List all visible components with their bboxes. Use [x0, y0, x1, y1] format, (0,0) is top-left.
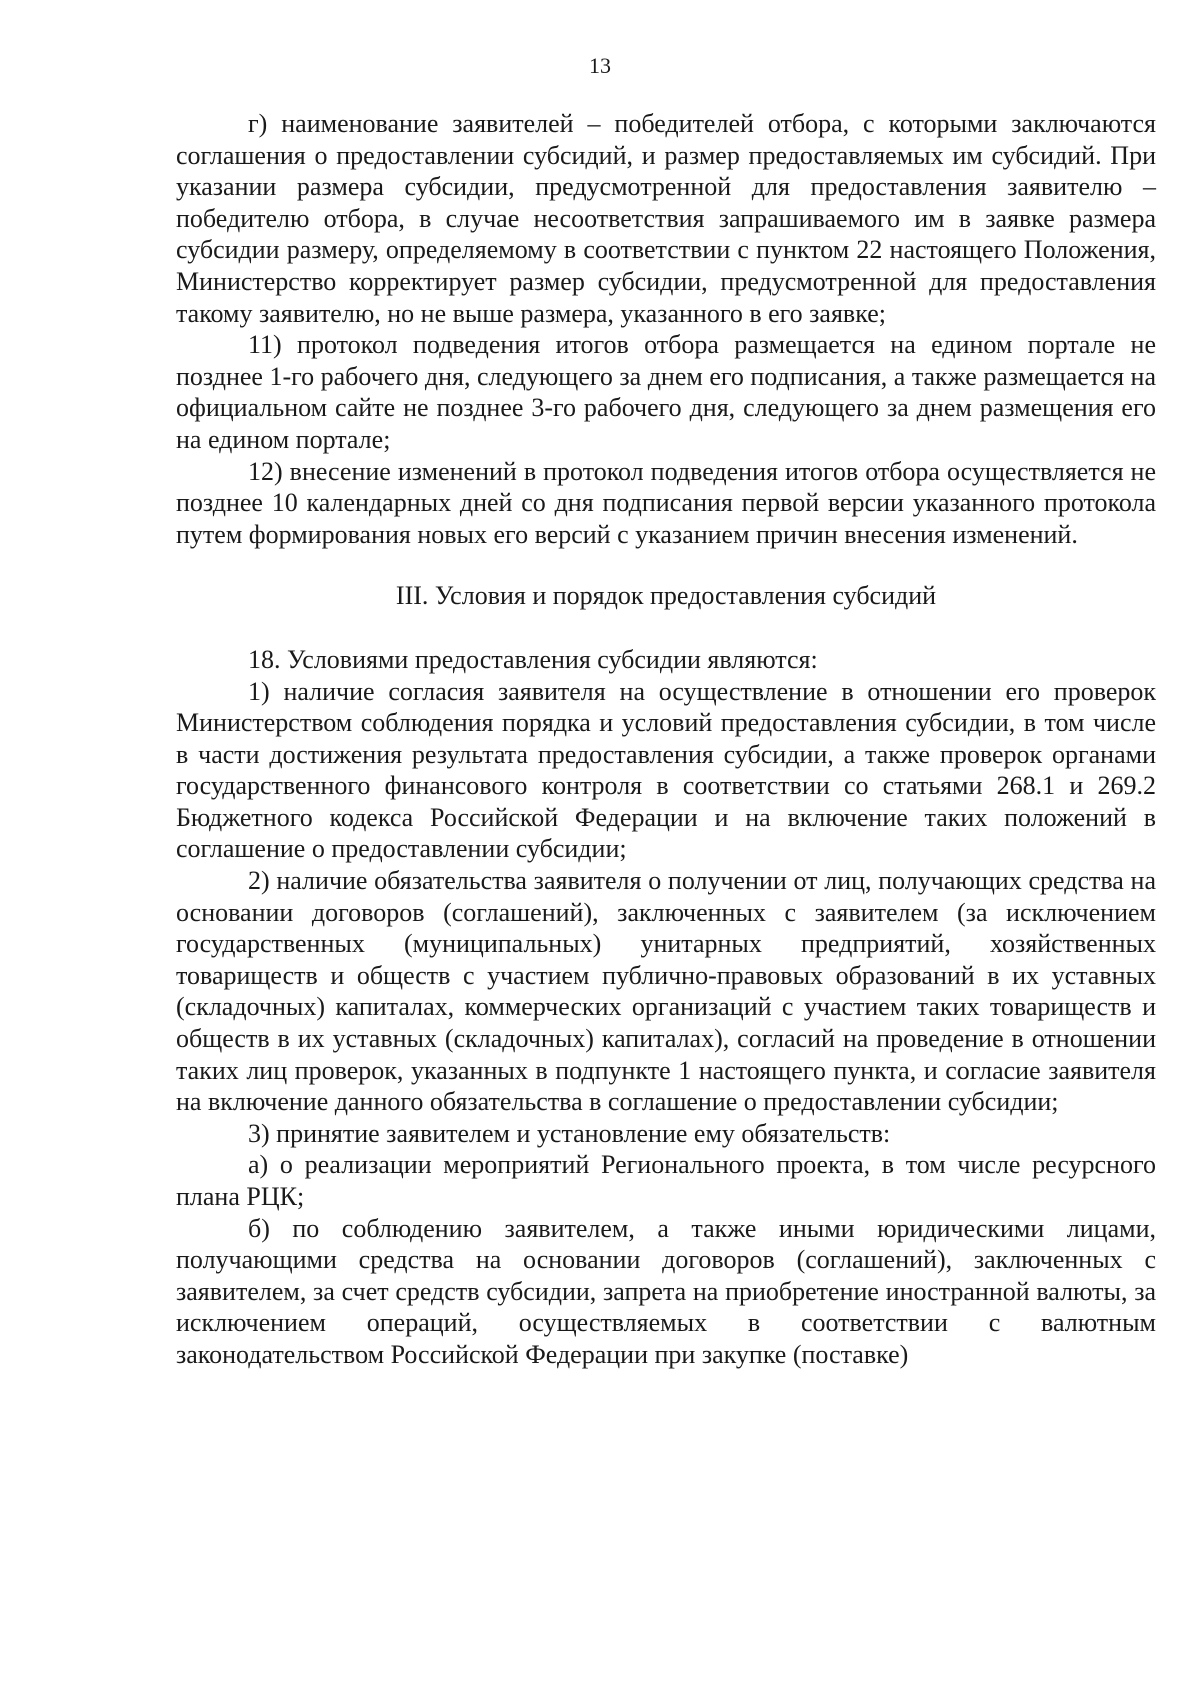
page-number: 13 — [589, 53, 611, 78]
paragraph-12: 12) внесение изменений в протокол подведения итогов отбора осуществляется не позднее 10 календарных дней со дня подписания первой версии указанного протокола путем формирования новых его версий с указанием причин внесения изменений. — [176, 456, 1156, 549]
paragraph-g: г) наименование заявителей – победителей отбора, с которыми заключаются соглашения о предоставлении субсидий, и размер предоставляемых им субсидий. При указании размера субсидии, предусмотренной для предоставления заявителю – победителю отбора, в случае несоответствия запрашиваемого им в заявке размера субсидии размеру, определяемому в соответствии с пунктом 22 настоящего Положения, Министерство корректирует размер субсидии, предусмотренной для предоставления такому заявителю, но не выше размера, указанного в его заявке; — [176, 109, 1156, 328]
paragraph-18: 18. Условиями предоставления субсидии являются: — [248, 644, 818, 674]
paragraph-18-3-b: б) по соблюдению заявителем, а также иными юридическими лицами, получающими средства на основании договоров (соглашений), заключенных с заявителем, за счет средств субсидии, запрета на приобретение иностранной валюты, за исключением операций, осуществляемых в соответствии с валютным законодательством Российской Федерации при закупке (поставке) — [176, 1213, 1156, 1369]
paragraph-18-2: 2) наличие обязательства заявителя о получении от лиц, получающих средства на основании договоров (соглашений), заключенных с заявителем (за исключением государственных (муниципальных) унитарных предприятий, хозяйственных товариществ и обществ с участием публично-правовых образований в их уставных (складочных) капиталах, коммерческих организаций с участием таких товариществ и обществ в их уставных (складочных) капиталах), согласий на проведение в отношении таких лиц проверок, указанных в подпункте 1 настоящего пункта, и согласие заявителя на включение данного обязательства в соглашение о предоставлении субсидии; — [176, 866, 1156, 1117]
paragraph-18-3-a: а) о реализации мероприятий Регионального проекта, в том числе ресурсного плана РЦК; — [176, 1150, 1156, 1211]
section-heading: III. Условия и порядок предоставления субсидий — [395, 581, 937, 611]
document-body — [176, 108, 1156, 1371]
paragraph-18-1: 1) наличие согласия заявителя на осуществление в отношении его проверок Министерством соблюдения порядка и условий предоставления субсидии, в том числе в части достижения результата предоставления субсидии, а также проверок органами государственного финансового контроля в соответствии со статьями 268.1 и 269.2 Бюджетного кодекса Российской Федерации и на включение таких положений в соглашение о предоставлении субсидии; — [176, 676, 1156, 864]
paragraph-18-3: 3) принятие заявителем и установление ему обязательств: — [248, 1118, 891, 1148]
paragraph-11: 11) протокол подведения итогов отбора размещается на едином портале не позднее 1-го рабочего дня, следующего за днем его подписания, а также размещается на официальном сайте не позднее 3-го рабочего дня, следующего за днем размещения его на едином портале; — [176, 330, 1157, 454]
